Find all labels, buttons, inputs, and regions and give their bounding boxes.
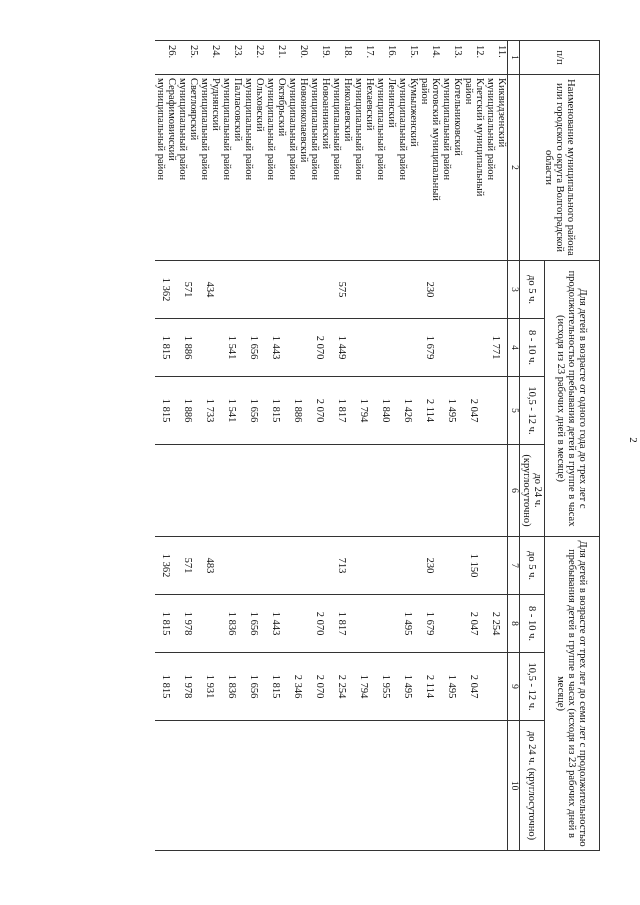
value-cell: 1 978 (177, 595, 199, 653)
district-name (287, 75, 309, 261)
district-name-line: муниципальный район (265, 78, 276, 181)
value-cell (265, 445, 287, 537)
row-number: 26. (155, 41, 177, 75)
value-cell (221, 445, 243, 537)
district-name-line: Киквидзенский (496, 78, 507, 148)
district-name-line: муниципальный район (397, 78, 408, 181)
value-cell (419, 445, 441, 537)
district-name-line: Светлоярский (188, 78, 199, 141)
district-name (331, 75, 353, 261)
value-cell: 2 254 (485, 595, 508, 653)
value-cell (463, 261, 485, 319)
value-cell (155, 721, 177, 851)
row-number: 21. (265, 41, 287, 75)
value-cell (353, 537, 375, 595)
value-cell: 230 (419, 261, 441, 319)
value-cell (309, 537, 331, 595)
district-name (265, 75, 287, 261)
value-cell: 1 495 (397, 653, 419, 721)
col-number: 6 (508, 445, 520, 537)
value-cell (155, 445, 177, 537)
value-cell (397, 261, 419, 319)
district-name-line: район (463, 78, 474, 105)
value-cell (485, 377, 508, 445)
value-cell (287, 445, 309, 537)
col-number: 3 (508, 261, 520, 319)
district-name (177, 75, 199, 261)
value-cell (397, 537, 419, 595)
value-cell (353, 595, 375, 653)
value-cell: 1 362 (155, 261, 177, 319)
value-cell (309, 721, 331, 851)
header-sub: 10,5 - 12 ч. (520, 377, 545, 445)
value-cell (441, 319, 463, 377)
district-name-line: Котовский муниципальный (430, 78, 441, 201)
header-group-3-7-years: Для детей в возрасте от трех лет до семи лет с продолжительностью пребывания детей в группе в часах (исходя из 23 рабочих дней в месяце) (545, 537, 600, 851)
table-row (287, 41, 309, 851)
col-number: 8 (508, 595, 520, 653)
district-name-line: муниципальный район (243, 78, 254, 181)
row-number: 13. (441, 41, 463, 75)
value-cell: 1 886 (287, 377, 309, 445)
value-cell: 575 (331, 261, 353, 319)
value-cell (243, 721, 265, 851)
value-cell: 483 (199, 537, 221, 595)
value-cell (441, 537, 463, 595)
row-number: 18. (331, 41, 353, 75)
value-cell: 1 794 (353, 653, 375, 721)
value-cell: 1 771 (485, 319, 508, 377)
value-cell: 1 815 (155, 653, 177, 721)
district-name (441, 75, 463, 261)
value-cell: 434 (199, 261, 221, 319)
col-number: 9 (508, 653, 520, 721)
value-cell: 1 495 (397, 595, 419, 653)
header-group-1-3-years: Для детей в возрасте от одного года до трех лет с продолжительностью пребывания детей в группе в часах (исходя из 23 рабочих дней в месяце) (545, 261, 600, 537)
value-cell: 230 (419, 537, 441, 595)
header-sub: 10,5 - 12 ч. (520, 653, 545, 721)
value-cell: 1 815 (265, 653, 287, 721)
value-cell (243, 261, 265, 319)
value-cell (441, 595, 463, 653)
row-number: 15. (397, 41, 419, 75)
district-name-line: Николаевский (342, 78, 353, 142)
value-cell (221, 721, 243, 851)
value-cell (375, 261, 397, 319)
value-cell: 2 047 (463, 595, 485, 653)
district-name-line: Клетский муниципальный (474, 78, 485, 197)
row-number: 17. (353, 41, 375, 75)
value-cell (441, 721, 463, 851)
table-row (441, 41, 463, 851)
value-cell: 571 (177, 261, 199, 319)
row-number: 24. (199, 41, 221, 75)
col-number: 4 (508, 319, 520, 377)
table-row (265, 41, 287, 851)
value-cell (353, 445, 375, 537)
district-name-line: Котельниковский (452, 78, 463, 156)
district-name-line: Нехаевский (364, 78, 375, 131)
value-cell (375, 537, 397, 595)
value-cell: 1 815 (265, 377, 287, 445)
header-sub: до 24 ч. (круглосуточно) (520, 445, 545, 537)
value-cell (199, 319, 221, 377)
value-cell: 2 254 (331, 653, 353, 721)
value-cell: 1 931 (199, 653, 221, 721)
value-cell (353, 319, 375, 377)
row-number: 11. (485, 41, 508, 75)
value-cell (419, 721, 441, 851)
district-name-line: муниципальный район (199, 78, 210, 181)
value-cell: 1 495 (441, 653, 463, 721)
table-row (353, 41, 375, 851)
district-name (309, 75, 331, 261)
value-cell (243, 445, 265, 537)
value-cell (243, 537, 265, 595)
district-name-line: муниципальный район (155, 78, 166, 181)
value-cell (353, 261, 375, 319)
table-row (331, 41, 353, 851)
value-cell: 1 449 (331, 319, 353, 377)
tariff-table (155, 40, 600, 851)
value-cell: 1 815 (155, 319, 177, 377)
value-cell (485, 261, 508, 319)
value-cell: 1 495 (441, 377, 463, 445)
value-cell: 1 840 (375, 377, 397, 445)
district-name (353, 75, 375, 261)
value-cell (309, 261, 331, 319)
table-row (177, 41, 199, 851)
value-cell: 2 047 (463, 377, 485, 445)
value-cell: 1 656 (243, 595, 265, 653)
value-cell: 1 426 (397, 377, 419, 445)
table-row (375, 41, 397, 851)
value-cell: 1 443 (265, 319, 287, 377)
district-name-line: муниципальный район (287, 78, 298, 181)
col-number: 1 (508, 41, 520, 75)
district-name-line: муниципальный район (375, 78, 386, 181)
value-cell (331, 721, 353, 851)
row-number: 23. (221, 41, 243, 75)
district-name-line: Ленинский (386, 78, 397, 128)
value-cell (221, 261, 243, 319)
district-name (375, 75, 397, 261)
value-cell (485, 653, 508, 721)
page-number: 2 (627, 437, 639, 443)
header-sub: 8 - 10 ч. (520, 319, 545, 377)
value-cell (287, 261, 309, 319)
value-cell (287, 721, 309, 851)
row-number: 12. (463, 41, 485, 75)
value-cell: 2 070 (309, 319, 331, 377)
value-cell (287, 537, 309, 595)
table-row (397, 41, 419, 851)
value-cell: 1 815 (155, 377, 177, 445)
table-row (155, 41, 177, 851)
value-cell: 1 656 (243, 377, 265, 445)
value-cell: 1 794 (353, 377, 375, 445)
value-cell (331, 445, 353, 537)
table-row (463, 41, 485, 851)
value-cell (287, 319, 309, 377)
value-cell (287, 595, 309, 653)
district-name-line: муниципальный район (331, 78, 342, 181)
district-name-line: муниципальный район (309, 78, 320, 181)
value-cell (375, 319, 397, 377)
value-cell: 1 443 (265, 595, 287, 653)
row-number: 20. (287, 41, 309, 75)
value-cell (199, 445, 221, 537)
row-number: 16. (375, 41, 397, 75)
header-sub: до 5 ч. (520, 261, 545, 319)
value-cell: 571 (177, 537, 199, 595)
district-name-line: муниципальный район (221, 78, 232, 181)
district-name (463, 75, 485, 261)
table-row (485, 41, 508, 851)
value-cell: 1 836 (221, 595, 243, 653)
district-name-line: Палласовский (232, 78, 243, 142)
district-name-line: Руднянский (210, 78, 221, 131)
col-number: 7 (508, 537, 520, 595)
row-number: 25. (177, 41, 199, 75)
value-cell: 2 070 (309, 377, 331, 445)
district-name-line: район (419, 78, 430, 105)
value-cell (265, 721, 287, 851)
col-number: 10 (508, 721, 520, 851)
value-cell (485, 445, 508, 537)
value-cell (463, 721, 485, 851)
district-name (155, 75, 177, 261)
value-cell: 713 (331, 537, 353, 595)
district-name-line: Ольховский (254, 78, 265, 132)
value-cell: 1 836 (221, 653, 243, 721)
district-name-line: муниципальный район (485, 78, 496, 181)
value-cell: 1 150 (463, 537, 485, 595)
value-cell (177, 445, 199, 537)
value-cell (177, 721, 199, 851)
district-name (199, 75, 221, 261)
district-name-line: муниципальный район (353, 78, 364, 181)
value-cell: 2 346 (287, 653, 309, 721)
value-cell (265, 537, 287, 595)
district-name (397, 75, 419, 261)
value-cell (397, 721, 419, 851)
header-sub: до 5 ч. (520, 537, 545, 595)
header-sub: до 24 ч. (круглосуточно) (520, 721, 545, 851)
value-cell (375, 721, 397, 851)
value-cell (441, 261, 463, 319)
value-cell: 1 978 (177, 653, 199, 721)
value-cell: 1 679 (419, 595, 441, 653)
value-cell (397, 319, 419, 377)
value-cell (199, 595, 221, 653)
value-cell: 1 815 (155, 595, 177, 653)
value-cell: 1 362 (155, 537, 177, 595)
district-name (419, 75, 441, 261)
value-cell: 1 541 (221, 319, 243, 377)
value-cell (441, 445, 463, 537)
value-cell (265, 261, 287, 319)
value-cell (199, 721, 221, 851)
col-number: 5 (508, 377, 520, 445)
value-cell (463, 445, 485, 537)
table-body (155, 41, 508, 851)
value-cell: 1 886 (177, 377, 199, 445)
value-cell: 1 733 (199, 377, 221, 445)
value-cell: 2 114 (419, 377, 441, 445)
row-number: 14. (419, 41, 441, 75)
district-name (243, 75, 265, 261)
district-name-line: Серафимовичский (166, 78, 177, 161)
value-cell: 1 541 (221, 377, 243, 445)
value-cell (221, 537, 243, 595)
value-cell (485, 537, 508, 595)
value-cell: 2 070 (309, 653, 331, 721)
table-row (221, 41, 243, 851)
value-cell (375, 595, 397, 653)
value-cell: 1 679 (419, 319, 441, 377)
header-col-name: Наименование муниципального района или городского округа Волгоградской области (520, 75, 600, 261)
value-cell (463, 319, 485, 377)
value-cell: 1 817 (331, 595, 353, 653)
table-row (419, 41, 441, 851)
header-sub: 8 - 10 ч. (520, 595, 545, 653)
value-cell: 2 114 (419, 653, 441, 721)
district-name (221, 75, 243, 261)
table-row (199, 41, 221, 851)
value-cell (485, 721, 508, 851)
district-name-line: муниципальный район (177, 78, 188, 181)
value-cell (353, 721, 375, 851)
table-row (309, 41, 331, 851)
district-name-line: Новоаннинский (320, 78, 331, 150)
value-cell: 1 656 (243, 653, 265, 721)
row-number: 22. (243, 41, 265, 75)
district-name-line: Кумылженский (408, 78, 419, 147)
value-cell: 1 817 (331, 377, 353, 445)
district-name-line: Новониколаевский (298, 78, 309, 163)
row-number: 19. (309, 41, 331, 75)
header-col-no: п/п (520, 41, 600, 75)
value-cell (309, 445, 331, 537)
value-cell: 1 656 (243, 319, 265, 377)
value-cell: 1 955 (375, 653, 397, 721)
value-cell: 2 070 (309, 595, 331, 653)
col-number: 2 (508, 75, 520, 261)
district-name-line: Октябрьский (276, 78, 287, 137)
district-name-line: муниципальный район (441, 78, 452, 181)
value-cell: 1 886 (177, 319, 199, 377)
value-cell (397, 445, 419, 537)
value-cell: 2 047 (463, 653, 485, 721)
district-name (485, 75, 508, 261)
value-cell (375, 445, 397, 537)
table-row (243, 41, 265, 851)
